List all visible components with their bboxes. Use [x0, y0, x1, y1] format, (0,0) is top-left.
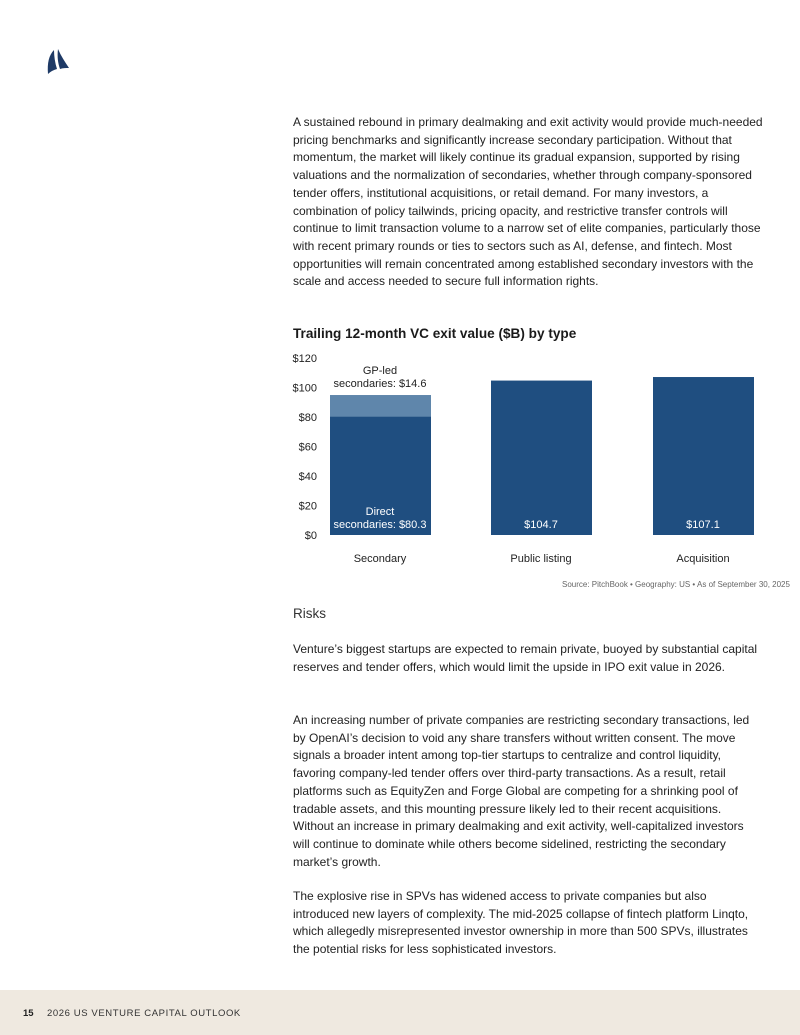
page-number: 15 — [23, 1008, 34, 1019]
report-title: 2026 US VENTURE CAPITAL OUTLOOK — [47, 1008, 241, 1019]
bar-annotation: secondaries: $14.6 — [333, 378, 427, 391]
y-tick-label: $100 — [292, 382, 317, 395]
sail-logo-icon — [46, 49, 70, 75]
y-tick-label: $0 — [304, 530, 317, 542]
y-tick-label: $80 — [298, 412, 317, 424]
risks-paragraph: An increasing number of private companies are restricting secondary transactions, led by OpenAI’s decision to void any share transfers without written consent. The move signals a broader intent among top-tier startups to centralize and control liquidity, favoring company-led tender offers over third-party transactions. As a result, retail platforms such as EquityZen and Forge Global are competing for a shrinking pool of tradable assets, and this mounting pressure likely led to their recent acquisitions. Without an increase in primary dealmaking and exit activity, well-capitalized investors will continue to dominate while others become sidelined, restricting the secondary market’s growth. — [293, 713, 750, 869]
risks-paragraph: Venture’s biggest startups are expected to remain private, buoyed by substantial capital reserves and tender offers, which would limit the upside in IPO exit value in 2026. — [293, 642, 758, 674]
chart-title: Trailing 12-month VC exit value ($B) by type — [293, 326, 577, 341]
chart-source: Source: PitchBook • Geography: US • As of September 30, 2025 — [562, 580, 790, 589]
exit-value-bar-chart — [280, 348, 770, 594]
y-tick-label: $120 — [292, 353, 317, 365]
bar-data-label: secondaries: $80.3 — [333, 519, 427, 531]
page-footer — [0, 990, 800, 1035]
bar-segment — [330, 395, 431, 417]
bar-data-label: $104.7 — [524, 519, 558, 531]
intro-paragraph: A sustained rebound in primary dealmaking and exit activity would provide much-needed pricing benchmarks and significantly increase secondary participation. Without that momentum, the market will likely continue its gradual expansion, supported by rising valuations and the normalization of secondaries, whether through company-sponsored tender offers, institutional acquisitions, or retail demand. For many investors, a combination of policy tailwinds, pricing opacity, and restrictive transfer controls will continue to limit transaction volume to a narrow set of elite companies, particularly those with recent primary rounds or ties to sectors such as AI, defense, and fintech. Most opportunities will remain concentrated among established secondary investors with the scale and access needed to secure full information rights. — [293, 115, 763, 289]
y-tick-label: $20 — [298, 500, 317, 513]
risks-heading: Risks — [293, 606, 326, 621]
y-tick-label: $40 — [298, 471, 317, 483]
bar-data-label: $107.1 — [686, 519, 720, 531]
bar-data-label: Direct — [365, 506, 395, 518]
x-category-label: Acquisition — [676, 553, 730, 565]
x-category-label: Secondary — [353, 553, 407, 565]
bar-annotation: GP-led — [362, 365, 398, 378]
y-tick-label: $60 — [298, 441, 317, 454]
x-category-label: Public listing — [510, 553, 572, 565]
bar-segment — [653, 377, 754, 535]
risks-paragraph: The explosive rise in SPVs has widened access to private companies but also introduced new layers of complexity. The mid-2025 collapse of fintech platform Linqto, which allegedly misrepresented investor ownership in more than 500 SPVs, illustrates the potential risks for less sophisticated investors. — [293, 889, 749, 957]
bar-segment — [491, 381, 592, 535]
